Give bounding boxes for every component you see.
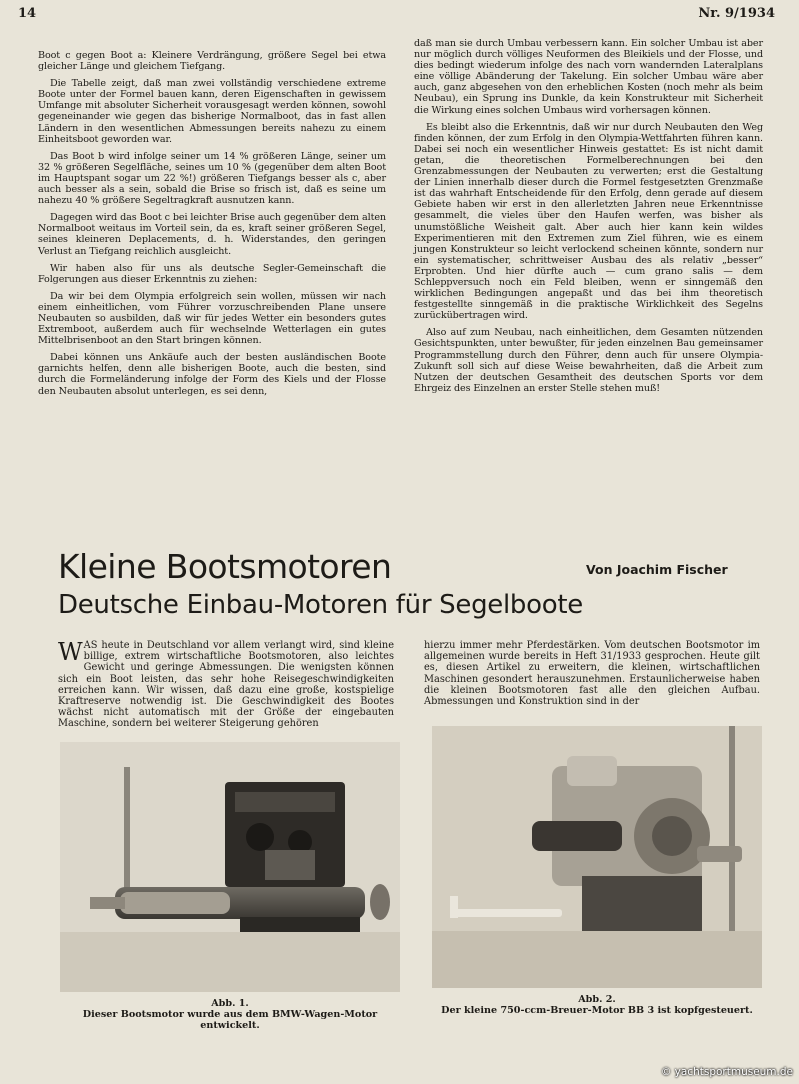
article1-column-left [38, 50, 386, 403]
paragraph: Dagegen wird das Boot c bei leichter Brise auch gegenüber dem alten Normalboot weitaus im Vorteil sein, da es, kraft seiner größeren Segel, seines kleineren Deplacements, d. h. Widerstandes, den geringen Verlust an Tiefgang reichlich ausgleicht. [38, 212, 386, 257]
issue-number: Nr. 9/1934 [698, 6, 775, 21]
paragraph: Das Boot b wird infolge seiner um 14 % größeren Länge, seiner um 32 % größeren Segelfläche, seines um 10 % (gegenüber dem alten Boot im Hauptspant sogar um 22 %!) größeren Tiefgangs besser als c, aber auch besser als a sein, sobald die Brise so frisch ist, daß es seine um nahezu 40 % größere Segeltragkraft ausnutzen kann. [38, 150, 386, 207]
paragraph: Boot c gegen Boot a: Kleinere Verdrängung, größere Segel bei etwa gleicher Länge und gleichem Tiefgang. [38, 50, 386, 73]
figure-2-label: Abb. 2. [578, 994, 616, 1005]
article-subtitle: Deutsche Einbau-Motoren für Segelboote [58, 590, 583, 620]
article-title: Kleine Bootsmotoren [58, 547, 392, 586]
drop-cap: W [58, 638, 83, 666]
figure-1-text: Dieser Bootsmotor wurde aus dem BMW-Wagen-Motor entwickelt. [82, 1009, 378, 1031]
figure-2-caption [432, 994, 762, 1016]
page-number: 14 [18, 6, 37, 21]
article1-column-right [414, 38, 763, 400]
figure-2-text: Der kleine 750-ccm-Breuer-Motor BB 3 ist kopfgesteuert. [441, 1005, 753, 1016]
paragraph: Es bleibt also die Erkenntnis, daß wir nur durch Neubauten den Weg finden können, der zum Erfolg in den Olympia-Wettfahrten führen kann. Dabei sei noch ein wesentlicher Hinweis gestattet: Es ist nicht damit getan, die theoretischen Formelberechnungen bei den Grenzabmessungen der Neubauten zu verwerten; erst die Gestaltung der Linien innerhalb dieser durch die Formel festgesetzten Grenzmaße ist das wahrhaft Entscheidende für den Erfolg, denn gerade auf diesem Gebiete haben wir erst in den allerletzten Jahren neue Erkenntnisse gesammelt, die vieles über den Haufen werfen, was bisher als unumstößliche Weisheit galt. Aber auch hier kann kein wildes Experimentieren mit den Extremen zum Ziel führen, wie es einem jungen Konstrukteur so leicht verlockend scheinen könnte, sondern nur ein systematischer, schrittweiser Ausbau des als relativ „besser“ Erprobten. Und hier dürfte auch — cum grano salis — dem Schleppversuch noch ein Feld bleiben, wenn er sinngemäß den wirklichen Bedingungen angepaßt und das bei ihm theoretisch festgestellte sinngemäß in die praktische Wirklichkeit des Segelns zurückübertragen wird. [414, 121, 763, 322]
bmw-engine-illustration [60, 742, 400, 992]
paragraph: Also auf zum Neubau, nach einheitlichen, dem Gesamten nützenden Gesichtspunkten, unter bewußter, für jeden einzelnen Bau gemeinsamer Programmstellung durch den Führer, denn auch für unsere Olympia-Zukunft soll sich auf diese Weise bewahrheiten, daß die Arbeit zum Nutzen der deutschen Gesamtheit des deutschen Sports vor dem Ehrgeiz des Einzelnen an erster Stelle stehen muß! [414, 327, 763, 394]
figure-1-photo [60, 742, 400, 992]
figure-2-photo [432, 726, 762, 988]
copyright-watermark: © yachtsportmuseum.de [660, 1066, 793, 1078]
paragraph: Da wir bei dem Olympia erfolgreich sein wollen, müssen wir nach einem einheitlichen, vom Führer vorzuschreibenden Plane unsere Neubauten so ausbilden, daß wir für jedes Wetter ein besonders gutes Extremboot, außerdem auch für wechselnde Wetterlagen ein gutes Mittelbrisenboot an den Start bringen können. [38, 290, 386, 347]
paragraph: Dabei können uns Ankäufe auch der besten ausländischen Boote garnichts helfen, denn alle bisherigen Boote, auch die besten, sind durch die Formeländerung infolge der Form des Kiels und der Flosse den Neubauten absolut unterlegen, es sei denn, [38, 352, 386, 397]
paragraph: Die Tabelle zeigt, daß man zwei vollständig verschiedene extreme Boote unter der Formel bauen kann, deren Eigenschaften in gewissem Umfange mit absoluter Sicherheit vorausgesagt werden können, sowohl gegeneinander wie gegen das bisherige Normalboot, das in fast allen Ländern in den wesentlichen Abmessungen bereits nahezu zu einem Einheitsboot geworden war. [38, 78, 386, 145]
intro-column-right: hierzu immer mehr Pferdestärken. Vom deutschen Bootsmotor im allgemeinen wurde bereits in Heft 31/1933 gesprochen. Heute gilt es, diesen Artikel zu erweitern, die kleinen, wirtschaftlichen Maschinen gesondert herauszunehmen. Erstaunlicherweise haben die kleinen Bootsmotoren fast alle den gleichen Aufbau. Abmessungen und Konstruktion sind in der [424, 640, 760, 708]
figure-1-caption [60, 998, 400, 1031]
paragraph: Wir haben also für uns als deutsche Segler-Gemeinschaft die Folgerungen aus dieser Erkenntnis zu ziehen: [38, 262, 386, 285]
paragraph: daß man sie durch Umbau verbessern kann. Ein solcher Umbau ist aber nur möglich durch völliges Neuformen des Bleikiels und der Flosse, und dies bedingt wiederum infolge des nach vorn wandernden Lateralplans eine völlige Abänderung der Takelung. Ein solcher Umbau wäre aber auch, ganz abgesehen von den erheblichen Kosten (noch mehr als beim Neubau), ein Sprung ins Dunkle, da kein Konstrukteur mit Sicherheit die Wirkung eines solchen Umbaus wird vorhersagen können. [414, 38, 763, 116]
intro-column-left [58, 640, 394, 730]
breuer-engine-illustration [432, 726, 762, 988]
intro-text-left: AS heute in Deutschland vor allem verlangt wird, sind kleine billige, extrem wirtschaftliche Bootsmotoren, also leichtes Gewicht und geringe Abmessungen. Die wenigsten können sich ein Boot leisten, das sehr hohe Reisegeschwindigkeiten erreichen kann. Wir wissen, daß dazu eine große, kostspielige Kraftreserve notwendig ist. Die Geschwindigkeit des Bootes wächst nicht automatisch mit der Größe der eingebauten Maschine, sondern bei weiterer Steigerung gehören [58, 640, 394, 730]
article-author: Von Joachim Fischer [586, 562, 728, 577]
figure-1-label: Abb. 1. [211, 998, 249, 1009]
